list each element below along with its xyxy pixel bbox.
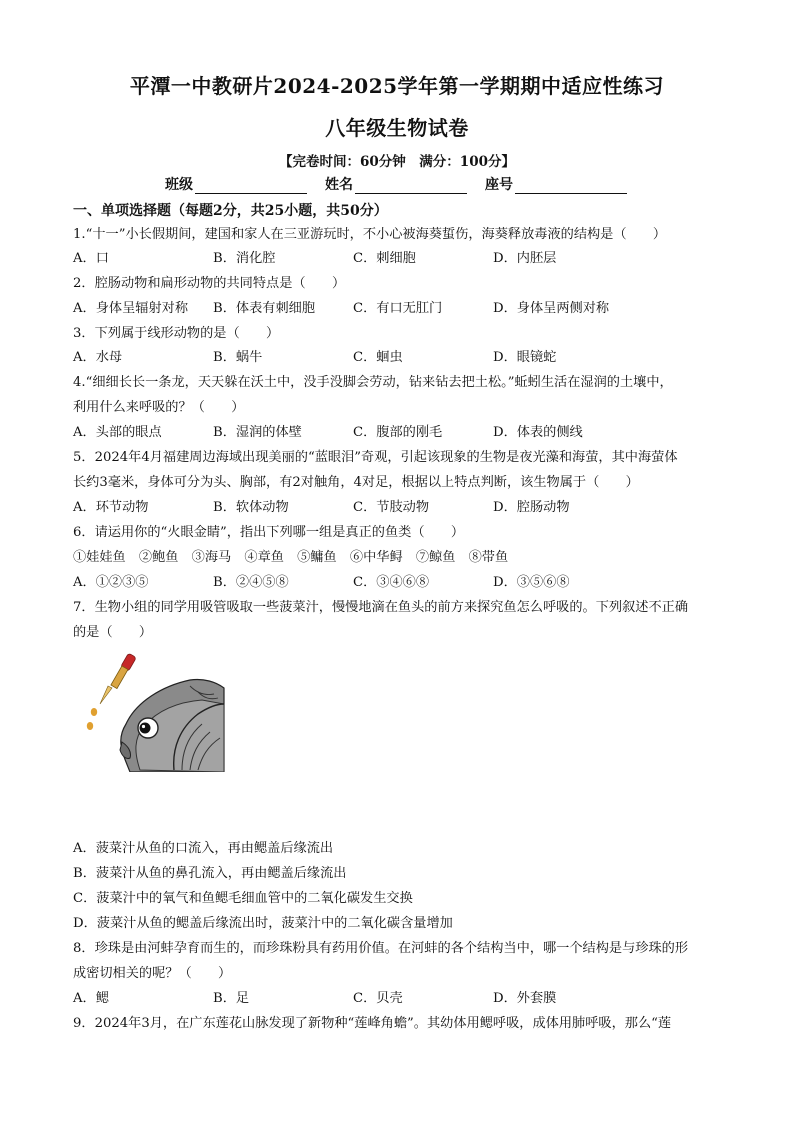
option-a: A．口 (73, 251, 109, 266)
question-8-stem-line2: 成密切相关的呢？（ ） (73, 966, 232, 981)
name-field[interactable] (325, 174, 467, 194)
question-7-choice-c: C．菠菜汁中的氧气和鱼鳃毛细血管中的二氧化碳发生交换 (73, 891, 413, 906)
option-a: A．身体呈辐射对称 (73, 301, 189, 316)
option-c: C．蛔虫 (353, 350, 403, 365)
option-d: D．③⑤⑥⑧ (493, 575, 570, 590)
seat-label: 座号 (485, 177, 513, 193)
option-a: A．环节动物 (73, 500, 149, 515)
question-7-choice-b: B．菠菜汁从鱼的鼻孔流入，再由鳃盖后缘流出 (73, 866, 347, 881)
question-1-options (73, 247, 753, 265)
question-6-stem: 6．请运用你的“火眼金睛”，指出下列哪一组是真正的鱼类（ ） (73, 525, 465, 540)
option-a: A．头部的眼点 (73, 425, 162, 440)
class-blank[interactable] (195, 179, 307, 194)
fish-dropper-illustration (78, 652, 228, 772)
class-label: 班级 (165, 177, 193, 193)
exam-subtitle: 八年级生物试卷 (325, 116, 469, 140)
question-8-stem-line1: 8．珍珠是由河蚌孕育而生的，而珍珠粉具有药用价值。在河蚌的各个结构当中，哪一个结构是与珍珠的形 (73, 941, 689, 956)
dropper-icon (100, 653, 136, 704)
option-a: A．①②③⑤ (73, 575, 149, 590)
question-2-options (73, 297, 753, 315)
question-5-options (73, 496, 753, 514)
option-c: C．③④⑥⑧ (353, 575, 430, 590)
question-4-options (73, 421, 753, 439)
question-7-stem-line2: 的是（ ） (73, 625, 153, 640)
question-4-stem-line1: 4.“细细长长一条龙，天天躲在沃土中，没手没脚会劳动，钻来钻去把土松。”蚯蚓生活在湿润的土壤中， (73, 375, 673, 390)
option-d: D．身体呈两侧对称 (493, 301, 610, 316)
question-7-choice-a: A．菠菜汁从鱼的口流入，再由鳃盖后缘流出 (73, 841, 334, 856)
question-1-stem: 1.“十一”小长假期间，建国和家人在三亚游玩时，不小心被海葵蜇伤，海葵释放毒液的结构是（ ） (73, 227, 667, 242)
exam-title: 平潭一中教研片2024-2025学年第一学期期中适应性练习 (129, 74, 665, 98)
drop-1 (91, 708, 97, 716)
option-a: A．水母 (73, 350, 123, 365)
option-b: B．软体动物 (213, 500, 289, 515)
question-2-stem: 2．腔肠动物和扁形动物的共同特点是（ ） (73, 276, 346, 291)
option-c: C．腹部的刚毛 (353, 425, 443, 440)
option-d: D．体表的侧线 (493, 425, 583, 440)
question-5-stem-line2: 长约3毫米，身体可分为头、胸部，有2对触角，4对足，根据以上特点判断，该生物属于（ ） (73, 475, 639, 490)
question-3-stem: 3．下列属于线形动物的是（ ） (73, 326, 280, 341)
question-3-options (73, 346, 753, 364)
question-7-stem-line1: 7．生物小组的同学用吸管吸取一些菠菜汁，慢慢地滴在鱼头的前方来探究鱼怎么呼吸的。下列叙述不正确 (73, 600, 689, 615)
name-label: 姓名 (325, 177, 353, 193)
option-d: D．内胚层 (493, 251, 557, 266)
class-field[interactable] (165, 174, 307, 194)
option-d: D．眼镜蛇 (493, 350, 557, 365)
question-5-stem-line1: 5．2024年4月福建周边海域出现美丽的“蓝眼泪”奇观，引起该现象的生物是夜光藻和海萤，其中海萤体 (73, 450, 678, 465)
option-a: A．鳃 (73, 991, 109, 1006)
seat-field[interactable] (485, 174, 627, 194)
exam-info: 【完卷时间：60分钟 满分：100分】 (279, 154, 515, 170)
question-9-stem-line1: 9．2024年3月，在广东莲花山脉发现了新物种“莲峰角蟾”。其幼体用鳃呼吸，成体用肺呼吸，那么“莲 (73, 1016, 672, 1031)
option-b: B．足 (213, 991, 250, 1006)
seat-blank[interactable] (515, 179, 627, 194)
question-4-stem-line2: 利用什么来呼吸的？（ ） (73, 400, 245, 415)
option-c: C．节肢动物 (353, 500, 430, 515)
question-8-options (73, 987, 753, 1005)
question-6-options (73, 571, 753, 589)
question-7-choice-d: D．菠菜汁从鱼的鳃盖后缘流出时，菠菜汁中的二氧化碳含量增加 (73, 916, 453, 931)
option-c: C．刺细胞 (353, 251, 416, 266)
option-b: B．②④⑤⑧ (213, 575, 289, 590)
drop-2 (87, 722, 93, 730)
option-d: D．腔肠动物 (493, 500, 570, 515)
question-6-items: ①娃娃鱼 ②鲍鱼 ③海马 ④章鱼 ⑤鳙鱼 ⑥中华鲟 ⑦鲸鱼 ⑧带鱼 (73, 550, 509, 565)
section-heading: 一、单项选择题（每题2分，共25小题，共50分） (73, 203, 388, 219)
option-b: B．蜗牛 (213, 350, 263, 365)
option-c: C．有口无肛门 (353, 301, 443, 316)
option-b: B．消化腔 (213, 251, 276, 266)
fish-icon (120, 679, 224, 772)
name-blank[interactable] (355, 179, 467, 194)
option-b: B．湿润的体壁 (213, 425, 302, 440)
option-b: B．体表有刺细胞 (213, 301, 316, 316)
option-d: D．外套膜 (493, 991, 557, 1006)
student-fields (165, 174, 725, 194)
option-c: C．贝壳 (353, 991, 403, 1006)
